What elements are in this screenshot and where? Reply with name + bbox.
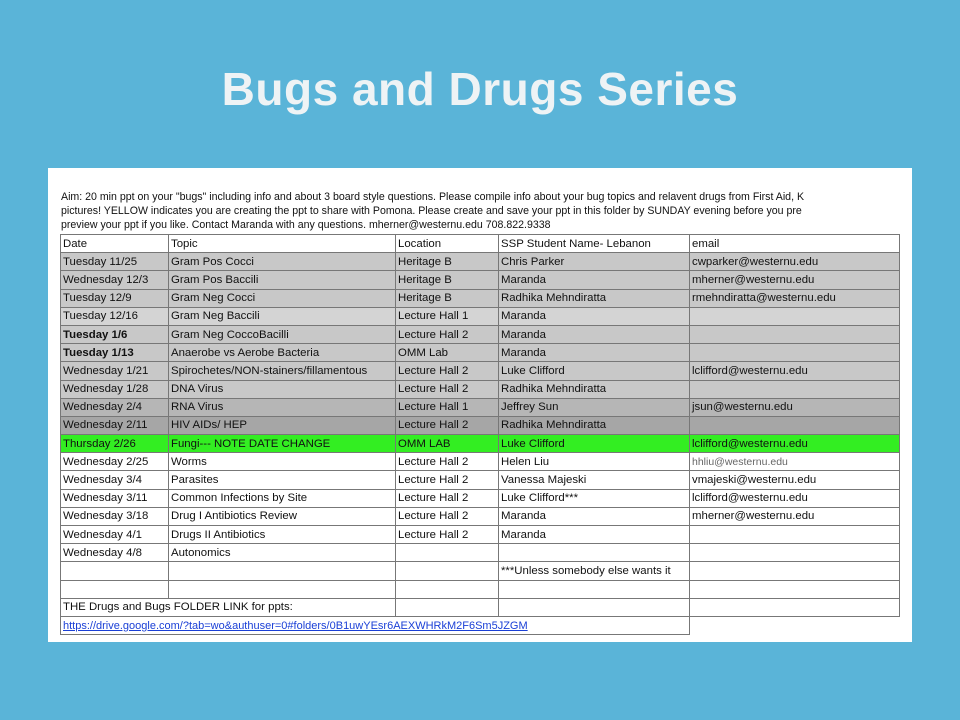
cell-email: [690, 580, 900, 598]
table-row: [61, 307, 900, 325]
cell-date: Wednesday 1/28: [61, 380, 169, 398]
cell-topic: Parasites: [169, 471, 396, 489]
cell-email: jsun@westernu.edu: [690, 398, 900, 416]
table-row: [61, 325, 900, 343]
cell-location: Lecture Hall 2: [396, 416, 499, 434]
cell-email: [690, 544, 900, 562]
cell-date: Wednesday 12/3: [61, 271, 169, 289]
cell-email: cwparker@westernu.edu: [690, 253, 900, 271]
cell-date: Thursday 2/26: [61, 435, 169, 453]
cell-topic: Autonomics: [169, 544, 396, 562]
cell-topic: RNA Virus: [169, 398, 396, 416]
cell-topic: HIV AIDs/ HEP: [169, 416, 396, 434]
cell-email: mherner@westernu.edu: [690, 507, 900, 525]
cell-topic: Gram Neg Baccili: [169, 307, 396, 325]
cell-date: Tuesday 12/9: [61, 289, 169, 307]
empty-cell: [690, 616, 900, 634]
table-row: [61, 344, 900, 362]
header-topic: Topic: [169, 235, 396, 253]
table-row: [61, 289, 900, 307]
folder-link-row: [61, 616, 900, 634]
cell-email: lclifford@westernu.edu: [690, 362, 900, 380]
table-row: [61, 435, 900, 453]
aim-text: [61, 190, 912, 232]
cell-student: Helen Liu: [499, 453, 690, 471]
cell-location: Heritage B: [396, 253, 499, 271]
cell-student: Maranda: [499, 307, 690, 325]
folder-label: THE Drugs and Bugs FOLDER LINK for ppts:: [61, 598, 396, 616]
cell-location: Lecture Hall 1: [396, 307, 499, 325]
table-row: [61, 507, 900, 525]
cell-student: Maranda: [499, 325, 690, 343]
cell-location: OMM LAB: [396, 435, 499, 453]
cell-date: Wednesday 2/4: [61, 398, 169, 416]
cell-date: Wednesday 3/18: [61, 507, 169, 525]
table-row: [61, 580, 900, 598]
table-row: [61, 526, 900, 544]
cell-student: Maranda: [499, 344, 690, 362]
header-email: email: [690, 235, 900, 253]
cell-student: Luke Clifford: [499, 362, 690, 380]
cell-date: Tuesday 12/16: [61, 307, 169, 325]
table-row: [61, 544, 900, 562]
cell-topic: Gram Pos Cocci: [169, 253, 396, 271]
cell-email: [690, 562, 900, 580]
cell-topic: Drug I Antibiotics Review: [169, 507, 396, 525]
cell-date: Wednesday 3/11: [61, 489, 169, 507]
cell-topic: Gram Neg Cocci: [169, 289, 396, 307]
cell-location: Lecture Hall 2: [396, 471, 499, 489]
header-row: [61, 235, 900, 253]
cell-student: Luke Clifford: [499, 435, 690, 453]
cell-email: mherner@westernu.edu: [690, 271, 900, 289]
cell-topic: Worms: [169, 453, 396, 471]
cell-location: Lecture Hall 2: [396, 507, 499, 525]
cell-date: Tuesday 1/6: [61, 325, 169, 343]
table-row: [61, 253, 900, 271]
cell-location: [396, 580, 499, 598]
aim-line: Aim: 20 min ppt on your "bugs" including info and about 3 board style questions. Please compile info about your bug topics and relavent drugs from First Aid, K: [61, 191, 805, 203]
empty-cell: [396, 598, 499, 616]
cell-email: lclifford@westernu.edu: [690, 489, 900, 507]
aim-line: preview your ppt if you like. Contact Maranda with any questions. mherner@westernu.edu 708.822.9338: [61, 219, 551, 231]
table-row: [61, 453, 900, 471]
cell-date: Wednesday 2/25: [61, 453, 169, 471]
folder-link[interactable]: https://drive.google.com/?tab=wo&authuser=0#folders/0B1uwYEsr6AEXWHRkM2F6Sm5JZGM: [63, 619, 528, 632]
folder-label-row: [61, 598, 900, 616]
cell-date: [61, 580, 169, 598]
cell-date: [61, 562, 169, 580]
folder-link-cell: [61, 616, 690, 634]
spreadsheet-image: [48, 168, 912, 642]
cell-topic: Drugs II Antibiotics: [169, 526, 396, 544]
cell-email: [690, 380, 900, 398]
cell-date: Tuesday 1/13: [61, 344, 169, 362]
cell-student: Maranda: [499, 271, 690, 289]
cell-date: Wednesday 3/4: [61, 471, 169, 489]
cell-location: Heritage B: [396, 271, 499, 289]
cell-topic: Gram Neg CoccoBacilli: [169, 325, 396, 343]
cell-email: vmajeski@westernu.edu: [690, 471, 900, 489]
cell-location: [396, 544, 499, 562]
table-row: [61, 398, 900, 416]
cell-location: Lecture Hall 1: [396, 398, 499, 416]
cell-topic: [169, 580, 396, 598]
cell-date: Wednesday 4/8: [61, 544, 169, 562]
aim-line: pictures! YELLOW indicates you are creating the ppt to share with Pomona. Please create and save your ppt in this folder by SUNDAY evening before you pre: [61, 205, 802, 217]
cell-location: Lecture Hall 2: [396, 489, 499, 507]
cell-student: Radhika Mehndiratta: [499, 289, 690, 307]
header-date: Date: [61, 235, 169, 253]
cell-topic: Spirochetes/NON-stainers/fillamentous: [169, 362, 396, 380]
header-location: Location: [396, 235, 499, 253]
cell-email: [690, 344, 900, 362]
cell-email: [690, 307, 900, 325]
cell-email: [690, 526, 900, 544]
cell-student: ***Unless somebody else wants it: [499, 562, 690, 580]
cell-email: lclifford@westernu.edu: [690, 435, 900, 453]
cell-student: Maranda: [499, 526, 690, 544]
cell-topic: Gram Pos Baccili: [169, 271, 396, 289]
cell-location: Lecture Hall 2: [396, 526, 499, 544]
table-row: [61, 380, 900, 398]
cell-topic: DNA Virus: [169, 380, 396, 398]
empty-cell: [499, 598, 690, 616]
cell-topic: Anaerobe vs Aerobe Bacteria: [169, 344, 396, 362]
cell-date: Tuesday 11/25: [61, 253, 169, 271]
cell-location: Lecture Hall 2: [396, 325, 499, 343]
slide-title: Bugs and Drugs Series: [221, 63, 739, 115]
cell-student: Luke Clifford***: [499, 489, 690, 507]
schedule-table: [60, 234, 900, 635]
cell-email: hhliu@westernu.edu: [690, 453, 900, 471]
cell-student: Radhika Mehndiratta: [499, 380, 690, 398]
cell-location: OMM Lab: [396, 344, 499, 362]
table-row: [61, 489, 900, 507]
cell-student: [499, 580, 690, 598]
cell-email: [690, 416, 900, 434]
cell-topic: [169, 562, 396, 580]
table-row: [61, 362, 900, 380]
header-student: SSP Student Name- Lebanon: [499, 235, 690, 253]
table-row: [61, 562, 900, 580]
cell-student: Maranda: [499, 507, 690, 525]
table-row: [61, 471, 900, 489]
table-row: [61, 416, 900, 434]
cell-student: Chris Parker: [499, 253, 690, 271]
cell-student: Jeffrey Sun: [499, 398, 690, 416]
table-row: [61, 271, 900, 289]
cell-date: Wednesday 2/11: [61, 416, 169, 434]
cell-location: Heritage B: [396, 289, 499, 307]
cell-email: [690, 325, 900, 343]
cell-location: Lecture Hall 2: [396, 380, 499, 398]
empty-cell: [690, 598, 900, 616]
cell-date: Wednesday 1/21: [61, 362, 169, 380]
cell-topic: Fungi--- NOTE DATE CHANGE: [169, 435, 396, 453]
cell-location: [396, 562, 499, 580]
cell-topic: Common Infections by Site: [169, 489, 396, 507]
cell-student: [499, 544, 690, 562]
cell-location: Lecture Hall 2: [396, 362, 499, 380]
cell-student: Vanessa Majeski: [499, 471, 690, 489]
cell-date: Wednesday 4/1: [61, 526, 169, 544]
cell-student: Radhika Mehndiratta: [499, 416, 690, 434]
cell-location: Lecture Hall 2: [396, 453, 499, 471]
cell-email: rmehndiratta@westernu.edu: [690, 289, 900, 307]
